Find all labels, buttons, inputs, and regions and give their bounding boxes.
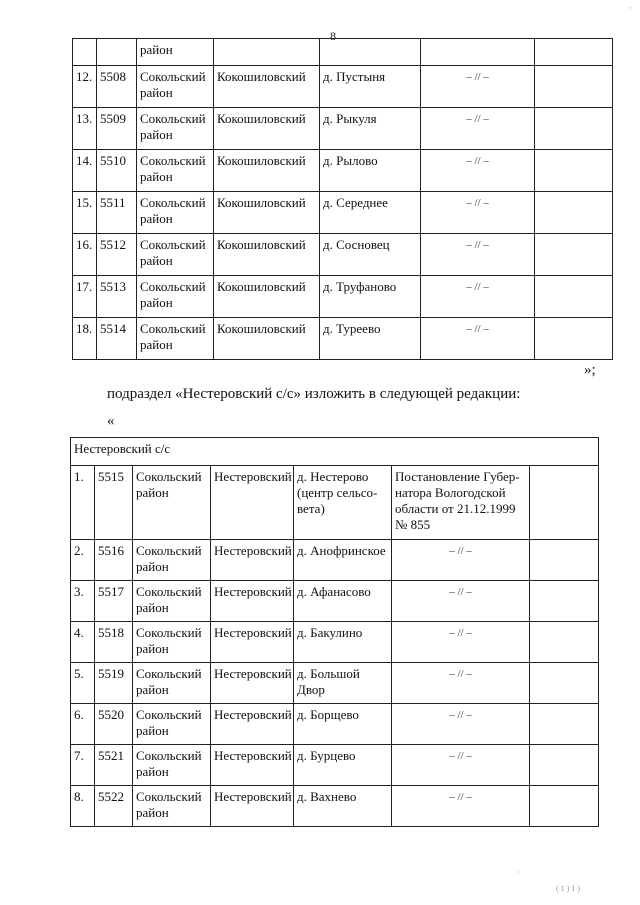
district-cell: Сокольский район bbox=[133, 704, 211, 745]
row-number-cell: 16. bbox=[73, 234, 97, 276]
code-cell: 5513 bbox=[97, 276, 137, 318]
district-cell: Сокольский район bbox=[137, 108, 214, 150]
table-cell bbox=[97, 39, 137, 66]
district-cell: район bbox=[137, 39, 214, 66]
code-cell: 5511 bbox=[97, 192, 137, 234]
table-cell bbox=[535, 276, 613, 318]
table-row bbox=[73, 318, 613, 360]
opening-quote-mark: « bbox=[107, 413, 115, 429]
table-row bbox=[73, 108, 613, 150]
code-cell: 5508 bbox=[97, 66, 137, 108]
settlement-cell: д. Рылово bbox=[320, 150, 421, 192]
table-cell bbox=[214, 39, 320, 66]
settlement-cell: д. Сосновец bbox=[320, 234, 421, 276]
section-header-cell: Нестеровский с/с bbox=[71, 438, 599, 466]
council-cell: Нестеровский bbox=[211, 704, 294, 745]
row-number-cell: 4. bbox=[71, 622, 95, 663]
code-cell: 5522 bbox=[95, 786, 133, 827]
table-row bbox=[71, 786, 599, 827]
table-cell bbox=[530, 704, 599, 745]
document-cell: – // – bbox=[421, 192, 535, 234]
code-cell: 5516 bbox=[95, 540, 133, 581]
section-header-row bbox=[71, 438, 599, 466]
code-cell: 5509 bbox=[97, 108, 137, 150]
settlement-cell: д. Нестерово (центр сельсо-вета) bbox=[294, 466, 392, 540]
council-cell: Нестеровский bbox=[211, 540, 294, 581]
row-number-cell: 13. bbox=[73, 108, 97, 150]
settlements-table-nesterovsky bbox=[70, 437, 599, 827]
document-cell: – // – bbox=[421, 276, 535, 318]
council-cell: Нестеровский bbox=[211, 745, 294, 786]
district-cell: Сокольский район bbox=[133, 622, 211, 663]
table-row bbox=[71, 466, 599, 540]
document-cell: – // – bbox=[392, 540, 530, 581]
council-cell: Кокошиловский bbox=[214, 192, 320, 234]
council-cell: Кокошиловский bbox=[214, 318, 320, 360]
district-cell: Сокольский район bbox=[133, 745, 211, 786]
table-cell bbox=[535, 39, 613, 66]
table-cell bbox=[530, 540, 599, 581]
table-cell bbox=[530, 581, 599, 622]
table-row bbox=[71, 581, 599, 622]
row-number-cell: 3. bbox=[71, 581, 95, 622]
district-cell: Сокольский район bbox=[133, 466, 211, 540]
council-cell: Нестеровский bbox=[211, 581, 294, 622]
document-cell: – // – bbox=[392, 663, 530, 704]
district-cell: Сокольский район bbox=[133, 540, 211, 581]
council-cell: Кокошиловский bbox=[214, 276, 320, 318]
settlement-cell: д. Афанасово bbox=[294, 581, 392, 622]
district-cell: Сокольский район bbox=[137, 318, 214, 360]
closing-quote-mark: »; bbox=[584, 362, 596, 378]
table-row bbox=[73, 276, 613, 318]
settlement-cell: д. Бакулино bbox=[294, 622, 392, 663]
code-cell: 5520 bbox=[95, 704, 133, 745]
settlement-cell: д. Борщево bbox=[294, 704, 392, 745]
code-cell: 5510 bbox=[97, 150, 137, 192]
district-cell: Сокольский район bbox=[137, 192, 214, 234]
table-cell bbox=[535, 192, 613, 234]
document-cell: – // – bbox=[392, 704, 530, 745]
settlement-cell: д. Середнее bbox=[320, 192, 421, 234]
district-cell: Сокольский район bbox=[137, 234, 214, 276]
table-cell bbox=[535, 318, 613, 360]
council-cell: Кокошиловский bbox=[214, 108, 320, 150]
settlement-cell: д. Большой Двор bbox=[294, 663, 392, 704]
row-number-cell: 14. bbox=[73, 150, 97, 192]
district-cell: Сокольский район bbox=[133, 581, 211, 622]
row-number-cell: 1. bbox=[71, 466, 95, 540]
table-cell bbox=[535, 66, 613, 108]
document-cell: – // – bbox=[421, 108, 535, 150]
row-number-cell: 8. bbox=[71, 786, 95, 827]
table-cell bbox=[530, 466, 599, 540]
table-row bbox=[71, 663, 599, 704]
code-cell: 5514 bbox=[97, 318, 137, 360]
district-cell: Сокольский район bbox=[133, 663, 211, 704]
settlement-cell: д. Пустыня bbox=[320, 66, 421, 108]
table-row bbox=[71, 540, 599, 581]
table-row bbox=[73, 234, 613, 276]
table-row bbox=[73, 150, 613, 192]
table-cell bbox=[535, 150, 613, 192]
settlement-cell: д. Туреево bbox=[320, 318, 421, 360]
row-number-cell: 17. bbox=[73, 276, 97, 318]
council-cell: Нестеровский bbox=[211, 786, 294, 827]
code-cell: 5519 bbox=[95, 663, 133, 704]
document-cell: Постановление Губер-натора Вологодской области от 21.12.1999 № 855 bbox=[392, 466, 530, 540]
settlement-cell: д. Труфаново bbox=[320, 276, 421, 318]
council-cell: Нестеровский bbox=[211, 466, 294, 540]
document-cell: – // – bbox=[421, 318, 535, 360]
settlement-cell: д. Бурцево bbox=[294, 745, 392, 786]
district-cell: Сокольский район bbox=[137, 276, 214, 318]
table-row bbox=[71, 622, 599, 663]
page-number: 8 bbox=[330, 29, 336, 43]
table-row bbox=[73, 192, 613, 234]
table-row bbox=[71, 704, 599, 745]
row-number-cell: 5. bbox=[71, 663, 95, 704]
row-number-cell: 15. bbox=[73, 192, 97, 234]
code-cell: 5518 bbox=[95, 622, 133, 663]
table-cell bbox=[535, 234, 613, 276]
corner-scan-mark: · bbox=[629, 3, 632, 13]
council-cell: Кокошиловский bbox=[214, 66, 320, 108]
table-cell bbox=[530, 745, 599, 786]
settlements-table-kokoshilovsky bbox=[72, 38, 613, 360]
table-cell bbox=[320, 39, 421, 66]
settlement-cell: д. Вахнево bbox=[294, 786, 392, 827]
table-cell bbox=[530, 622, 599, 663]
document-cell: – // – bbox=[421, 234, 535, 276]
code-cell: 5521 bbox=[95, 745, 133, 786]
code-cell: 5517 bbox=[95, 581, 133, 622]
document-cell: – // – bbox=[421, 66, 535, 108]
code-cell: 5512 bbox=[97, 234, 137, 276]
table-cell bbox=[530, 663, 599, 704]
document-cell: – // – bbox=[421, 150, 535, 192]
document-cell: – // – bbox=[392, 745, 530, 786]
table-cell bbox=[530, 786, 599, 827]
district-cell: Сокольский район bbox=[133, 786, 211, 827]
council-cell: Нестеровский bbox=[211, 622, 294, 663]
footer-scan-dot: · bbox=[517, 868, 520, 877]
settlement-cell: д. Рыкуля bbox=[320, 108, 421, 150]
district-cell: Сокольский район bbox=[137, 150, 214, 192]
district-cell: Сокольский район bbox=[137, 66, 214, 108]
row-number-cell: 18. bbox=[73, 318, 97, 360]
council-cell: Кокошиловский bbox=[214, 150, 320, 192]
document-cell: – // – bbox=[392, 581, 530, 622]
table-cell bbox=[73, 39, 97, 66]
row-number-cell: 6. bbox=[71, 704, 95, 745]
row-number-cell: 2. bbox=[71, 540, 95, 581]
table-row-continuation bbox=[73, 39, 613, 66]
row-number-cell: 7. bbox=[71, 745, 95, 786]
table-cell bbox=[421, 39, 535, 66]
council-cell: Кокошиловский bbox=[214, 234, 320, 276]
document-cell: – // – bbox=[392, 786, 530, 827]
amendment-paragraph: подраздел «Нестеровский с/с» изложить в следующей редакции: bbox=[107, 386, 521, 402]
settlement-cell: д. Анофринское bbox=[294, 540, 392, 581]
table-row bbox=[73, 66, 613, 108]
row-number-cell: 12. bbox=[73, 66, 97, 108]
code-cell: 5515 bbox=[95, 466, 133, 540]
document-cell: – // – bbox=[392, 622, 530, 663]
table-cell bbox=[535, 108, 613, 150]
footer-scan-mark: ( 1 ) 1 ) bbox=[556, 884, 580, 893]
table-row bbox=[71, 745, 599, 786]
council-cell: Нестеровский bbox=[211, 663, 294, 704]
